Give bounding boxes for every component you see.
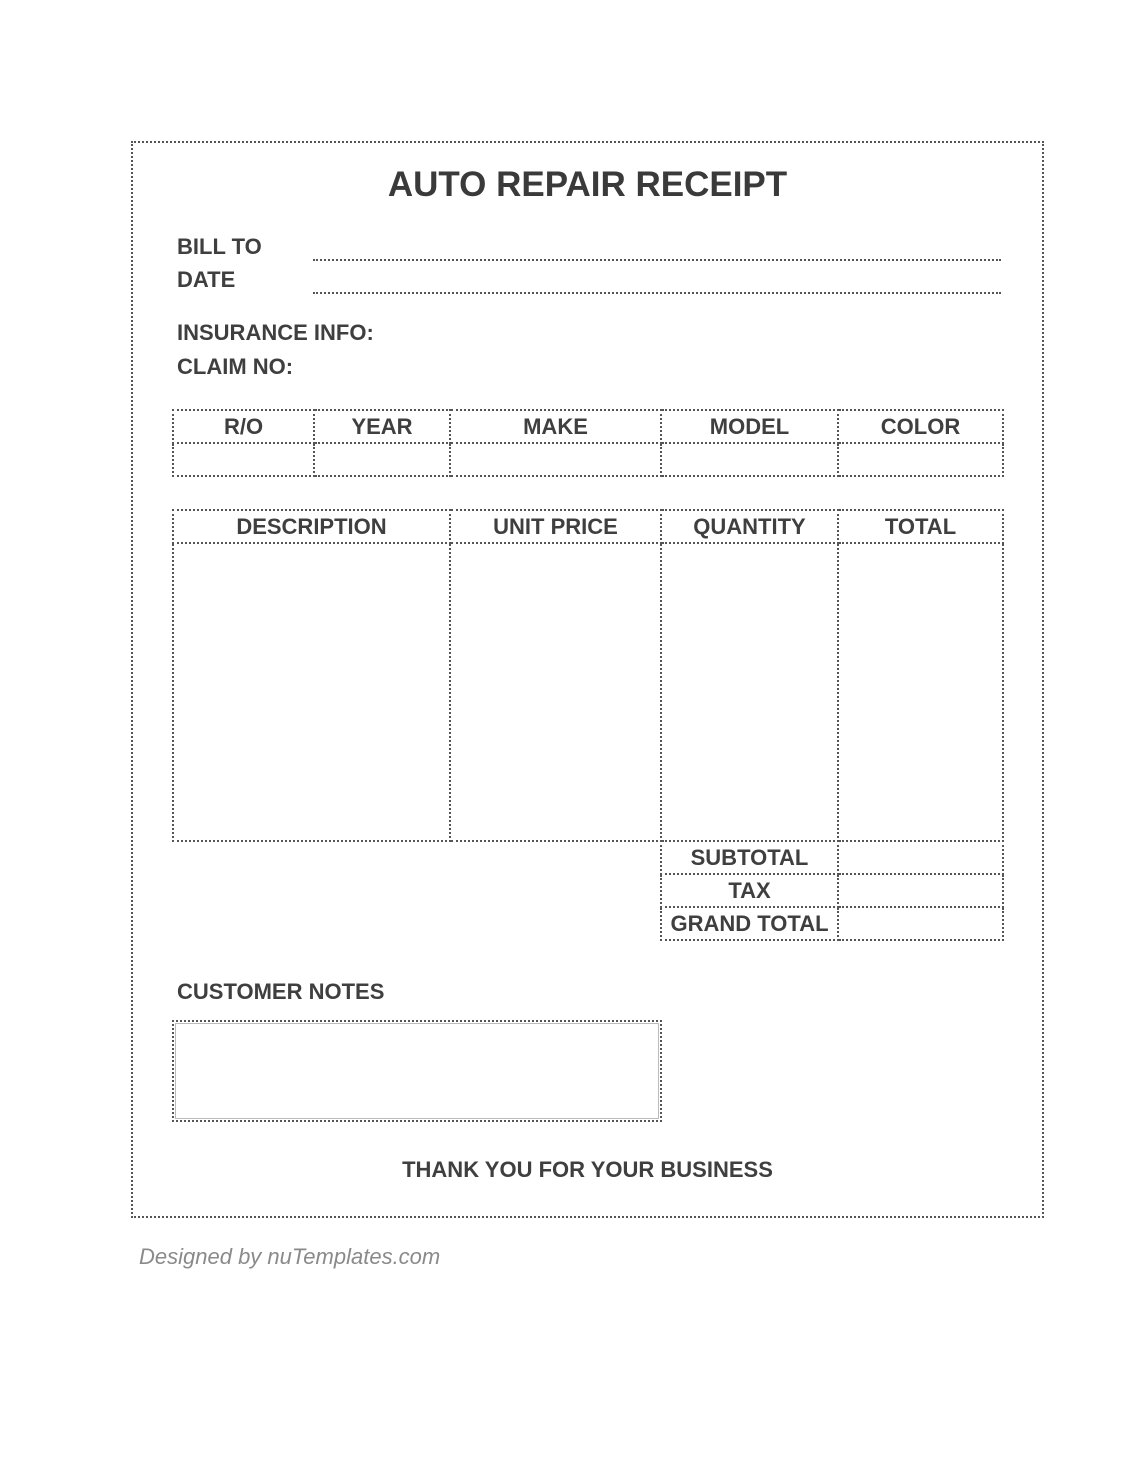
customer-notes-label: CUSTOMER NOTES bbox=[177, 979, 385, 1004]
header-unit-price: UNIT PRICE bbox=[450, 510, 661, 543]
description-cell[interactable] bbox=[173, 543, 450, 841]
vehicle-entry-row bbox=[173, 443, 1003, 476]
make-cell[interactable] bbox=[450, 443, 661, 476]
ro-cell[interactable] bbox=[173, 443, 314, 476]
vehicle-header-row bbox=[173, 410, 1003, 443]
grand-total-row bbox=[661, 907, 1003, 940]
quantity-cell[interactable] bbox=[661, 543, 838, 841]
color-cell[interactable] bbox=[838, 443, 1003, 476]
grand-total-value-cell[interactable] bbox=[838, 907, 1003, 940]
thank-you-message: THANK YOU FOR YOUR BUSINESS bbox=[402, 1157, 773, 1182]
unit-price-cell[interactable] bbox=[450, 543, 661, 841]
items-body-row bbox=[173, 543, 1003, 841]
model-cell[interactable] bbox=[661, 443, 838, 476]
bill-to-label: BILL TO bbox=[177, 234, 262, 259]
subtotal-label: SUBTOTAL bbox=[661, 841, 838, 874]
header-make: MAKE bbox=[450, 410, 661, 443]
customer-notes-box[interactable] bbox=[172, 1020, 662, 1122]
items-header-row bbox=[173, 510, 1003, 543]
header-total: TOTAL bbox=[838, 510, 1003, 543]
receipt-title: AUTO REPAIR RECEIPT bbox=[387, 165, 788, 204]
designer-credit: Designed by nuTemplates.com bbox=[139, 1244, 441, 1269]
header-ro: R/O bbox=[173, 410, 314, 443]
receipt-frame bbox=[131, 141, 1044, 1218]
tax-label: TAX bbox=[661, 874, 838, 907]
subtotal-row bbox=[661, 841, 1003, 874]
header-description: DESCRIPTION bbox=[173, 510, 450, 543]
tax-value-cell[interactable] bbox=[838, 874, 1003, 907]
claim-no-label: CLAIM NO: bbox=[177, 354, 294, 379]
totals-table bbox=[660, 840, 1004, 941]
vehicle-table bbox=[172, 409, 1004, 477]
total-cell[interactable] bbox=[838, 543, 1003, 841]
insurance-info-label: INSURANCE INFO: bbox=[177, 320, 374, 345]
bill-to-line[interactable] bbox=[313, 259, 1001, 261]
header-year: YEAR bbox=[314, 410, 450, 443]
subtotal-value-cell[interactable] bbox=[838, 841, 1003, 874]
header-color: COLOR bbox=[838, 410, 1003, 443]
items-table bbox=[172, 509, 1004, 842]
header-model: MODEL bbox=[661, 410, 838, 443]
tax-row bbox=[661, 874, 1003, 907]
grand-total-label: GRAND TOTAL bbox=[661, 907, 838, 940]
date-label: DATE bbox=[177, 267, 236, 292]
date-line[interactable] bbox=[313, 292, 1001, 294]
year-cell[interactable] bbox=[314, 443, 450, 476]
header-quantity: QUANTITY bbox=[661, 510, 838, 543]
